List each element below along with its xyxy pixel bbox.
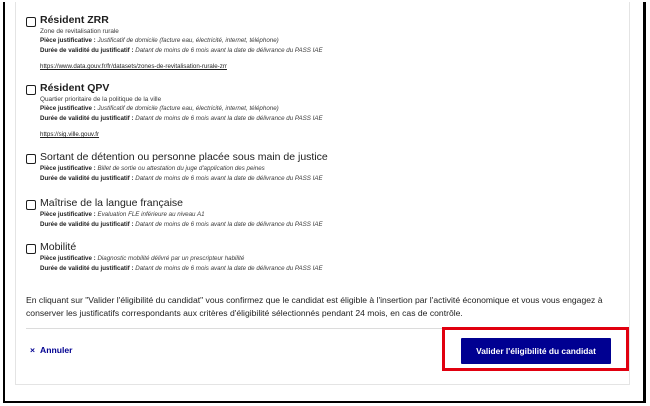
criterion-title: Résident QPV [40,82,110,94]
proof-line [40,36,621,46]
criterion-zrr-link[interactable]: https://www.data.gouv.fr/fr/datasets/zones-de-revitalisation-rurale-zrr [40,63,227,70]
validity-value: Datant de moins de 6 mois avant la date de délivrance du PASS IAE [135,114,323,122]
criterion-qpv-link[interactable]: https://sig.ville.gouv.fr [40,131,100,138]
validity-label: Durée de validité du justificatif : [40,264,134,272]
validity-line [40,114,621,124]
criterion-subtitle: Zone de revitalisation rurale [40,28,119,35]
criterion-subtitle: Quartier prioritaire de la politique de la ville [40,96,162,103]
criterion-title: Résident ZRR [40,14,109,26]
cancel-label: Annuler [40,345,73,355]
close-icon: × [30,345,36,355]
criterion-french-language [26,197,621,241]
validity-value: Datant de moins de 6 mois avant la date de délivrance du PASS IAE [135,264,323,272]
proof-value: Justificatif de domicile (facture eau, électricité, internet, téléphone) [97,37,279,44]
criterion-title: Maîtrise de la langue française [40,197,183,209]
criterion-qpv-checkbox[interactable] [26,85,36,95]
criterion-mobility [26,241,621,281]
criterion-detention [26,151,621,197]
proof-line [40,210,621,220]
criterion-zrr-checkbox[interactable] [26,17,36,27]
validity-label: Durée de validité du justificatif : [40,114,134,122]
criterion-detention-checkbox[interactable] [26,154,36,164]
validity-value: Datant de moins de 6 mois avant la date de délivrance du PASS IAE [135,220,323,228]
validity-line [40,46,621,56]
proof-value: Diagnostic mobilité délivré par un prescripteur habilité [97,255,245,262]
proof-label: Pièce justificative : [40,165,96,172]
validity-line [40,220,621,230]
validity-line [40,174,621,184]
proof-label: Pièce justificative : [40,255,96,262]
proof-label: Pièce justificative : [40,37,96,44]
criterion-title: Mobilité [40,241,77,253]
proof-value: Evaluation FLE inférieure au niveau A1 [97,211,205,218]
proof-value: Justificatif de domicile (facture eau, électricité, internet, téléphone) [97,105,279,112]
criterion-mobility-checkbox[interactable] [26,244,36,254]
proof-value: Billet de sortie ou attestation du juge d'application des peines [97,165,265,172]
proof-label: Pièce justificative : [40,211,96,218]
validity-line [40,264,621,274]
criterion-title: Sortant de détention ou personne placée sous main de justice [40,151,328,163]
criterion-qpv [26,82,621,151]
proof-line [40,104,621,114]
proof-label: Pièce justificative : [40,105,96,112]
validate-eligibility-button[interactable]: Valider l'éligibilité du candidat [461,338,611,364]
criterion-french-language-checkbox[interactable] [26,200,36,210]
validity-value: Datant de moins de 6 mois avant la date de délivrance du PASS IAE [135,174,323,182]
proof-line [40,164,621,174]
proof-line [40,254,621,264]
criteria-list [26,14,621,281]
confirmation-disclaimer: En cliquant sur "Valider l'éligibilité du candidat" vous confirmez que le candidat est éligible à l'insertion par l'activité économique et vous vous engagez à conserver les justificatifs correspondants aux critères d'éligibilité sélectionnés pendant 24 mois, en cas de contrôle. [26,295,603,318]
criterion-zrr [26,14,621,82]
validity-label: Durée de validité du justificatif : [40,220,134,228]
cancel-button[interactable] [30,345,73,355]
validity-value: Datant de moins de 6 mois avant la date de délivrance du PASS IAE [135,46,323,54]
validity-label: Durée de validité du justificatif : [40,174,134,182]
validity-label: Durée de validité du justificatif : [40,46,134,54]
